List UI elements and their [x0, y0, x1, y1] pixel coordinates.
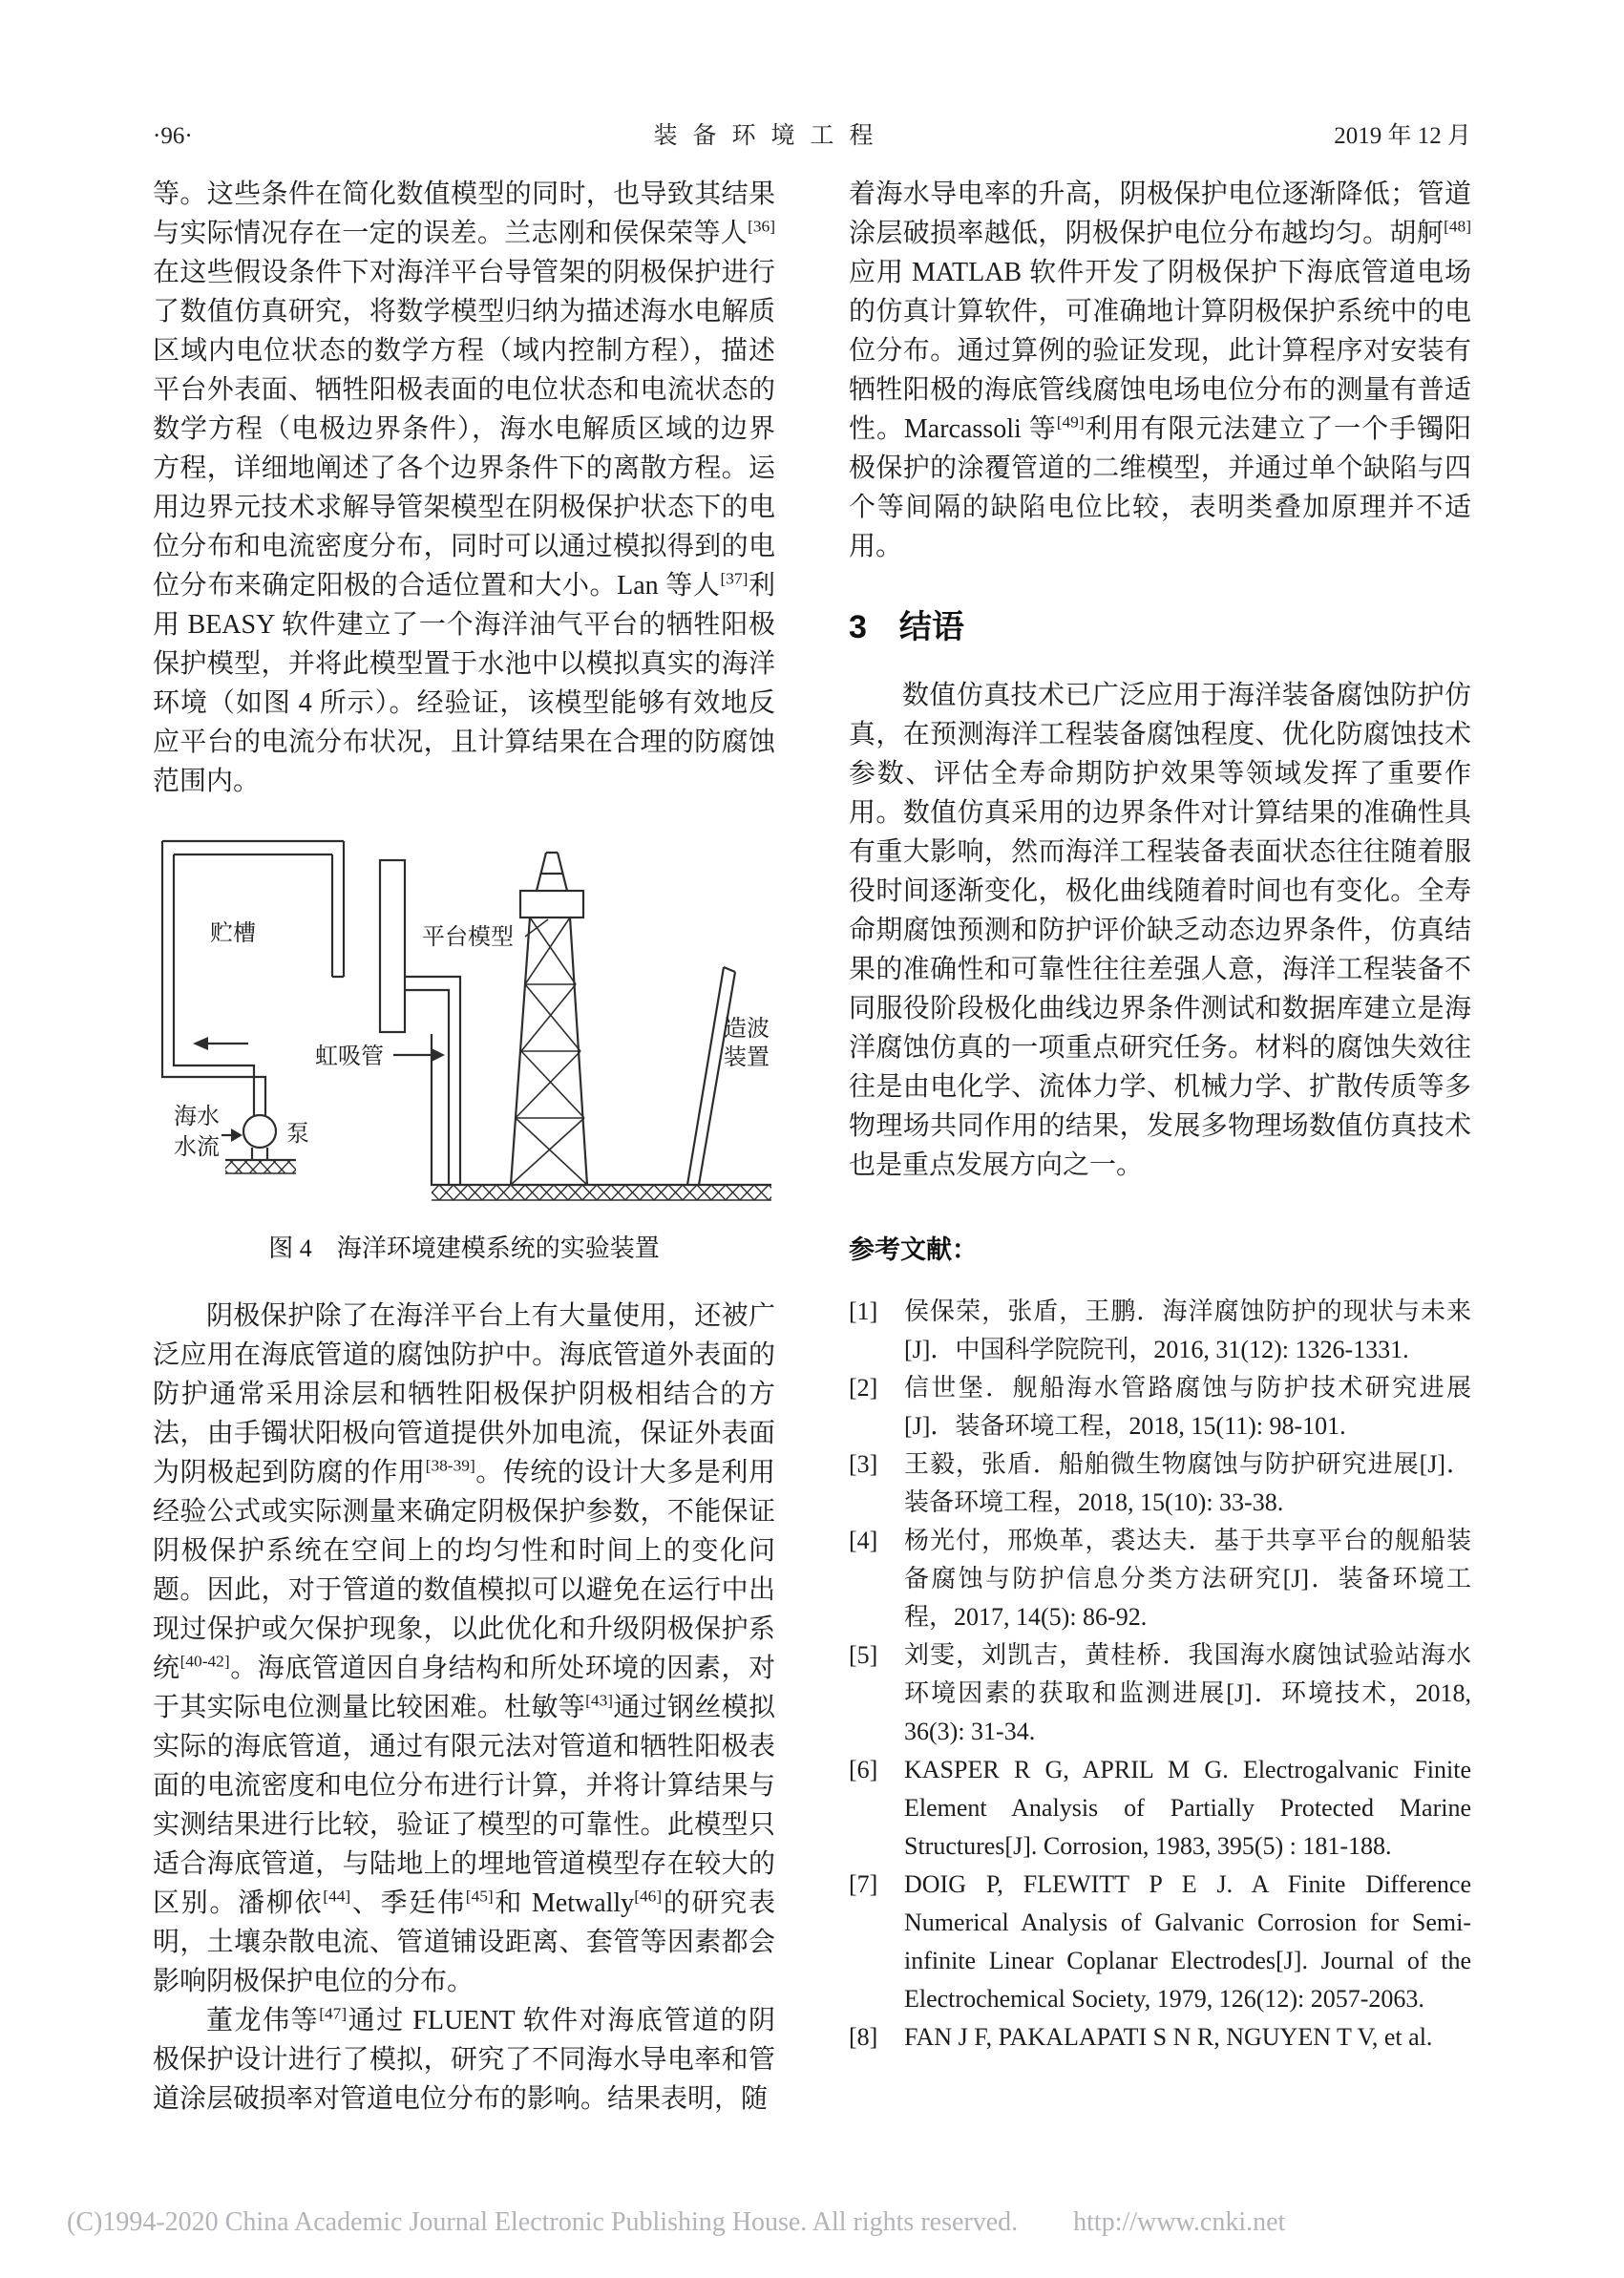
reference-number: [1] — [849, 1297, 878, 1325]
figure-4 — [153, 833, 775, 1268]
figure-caption: 图 4 海洋环境建模系统的实验装置 — [268, 1234, 660, 1262]
inflow-arrow — [221, 1128, 243, 1142]
reference-text: 侯保荣，张盾，王鹏．海洋腐蚀防护的现状与未来[J]．中国科学院院刊，2016, 31(12): 1326-1331. — [904, 1297, 1471, 1363]
reference-number: [3] — [849, 1449, 878, 1478]
pipe-loop — [162, 841, 344, 1116]
label-pump: 泵 — [286, 1122, 309, 1147]
paragraph: 数值仿真技术已广泛应用于海洋装备腐蚀防护仿真，在预测海洋工程装备腐蚀程度、优化防腐蚀技术参数、评估全寿命期防护效果等领域发挥了重要作用。数值仿真采用的边界条件对计算结果的准确性具有重大影响，然而海洋工程装备表面状态往往随着服役时间逐渐变化，极化曲线随着时间也有变化。全寿命期腐蚀预测和防护评价缺乏动态边界条件，仿真结果的准确性和可靠性往往差强人意，海洋工程装备不同服役阶段极化曲线边界条件测试和数据库建立是海洋腐蚀仿真的一项重点研究任务。材料的腐蚀失效往往是由电化学、流体力学、机械力学、扩散传质等多物理场共同作用的结果，发展多物理场数值仿真技术也是重点发展方向之一。 — [849, 680, 1471, 1180]
label-water-flow: 水流 — [174, 1135, 220, 1160]
reference-number: [7] — [849, 1869, 878, 1898]
reference-text: DOIG P, FLEWITT P E J. A Finite Difference Numerical Analysis of Galvanic Corrosion for Semi-infinite Linear Coplanar Electrodes[J]. Journal of the Electrochemical Society, 1979, 126(12): 2057-2063. — [904, 1869, 1471, 2013]
reference-text: FAN J F, PAKALAPATI S N R, NGUYEN T V, et al. — [904, 2022, 1433, 2051]
reference-number: [8] — [849, 2022, 878, 2051]
paragraph: 等。这些条件在简化数值模型的同时，也导致其结果与实际情况存在一定的误差。兰志刚和侯保荣等人[36]在这些假设条件下对海洋平台导管架的阴极保护进行了数值仿真研究，将数学模型归纳为描述海水电解质区域内电位状态的数学方程（域内控制方程），描述平台外表面、牺牲阳极表面的电位状态和电流状态的数学方程（电极边界条件），海水电解质区域的边界方程，详细地阐述了各个边界条件下的离散方程。运用边界元技术求解导管架模型在阴极保护状态下的电位分布和电流密度分布，同时可以通过模拟得到的电位分布来确定阳极的合适位置和大小。Lan 等人[37]利用 BEASY 软件建立了一个海洋油气平台的牺牲阳极保护模型，并将此模型置于水池中以模拟真实的海洋环境（如图 4 所示）。经验证，该模型能够有效地反应平台的电流分布状况，且计算结果在合理的防腐蚀范围内。 — [153, 179, 775, 796]
label-platform-model: 平台模型 — [422, 925, 514, 950]
body-columns — [153, 175, 1471, 2119]
reference-item — [849, 1369, 1471, 1445]
label-tank: 贮槽 — [210, 921, 256, 946]
wave-maker — [687, 967, 735, 1185]
left-column — [153, 175, 775, 2119]
paragraph: 阴极保护除了在海洋平台上有大量使用，还被广泛应用在海底管道的腐蚀防护中。海底管道外表面的防护通常采用涂层和牺牲阳极保护阴极相结合的方法，由手镯状阳极向管道提供外加电流，保证外表面为阴极起到防腐的作用[38-39]。传统的设计大多是利用经验公式或实际测量来确定阴极保护参数，不能保证阴极保护系统在空间上的均匀性和时间上的变化问题。因此，对于管道的数值模拟可以避免在运行中出现过保护或欠保护现象，以此优化和升级阴极保护系统[40-42]。海底管道因自身结构和所处环境的因素，对于其实际电位测量比较困难。杜敏等[43]通过钢丝模拟实际的海底管道，通过有限元法对管道和牺牲阳极表面的电流密度和电位分布进行计算，并将计算结果与实测结果进行比较，验证了模型的可靠性。此模型只适合海底管道，与陆地上的埋地管道模型存在较大的区别。潘柳依[44]、季廷伟[45]和 Metwally[46]的研究表明，土壤杂散电流、管道铺设距离、套管等因素都会影响阴极保护电位的分布。 — [153, 1301, 775, 1996]
reference-item — [849, 1445, 1471, 1522]
reference-item — [849, 1522, 1471, 1636]
reference-item — [849, 1293, 1471, 1369]
reference-item — [849, 1866, 1471, 2018]
paragraph: 着海水导电率的升高，阴极保护电位逐渐降低；管道涂层破损率越低，阴极保护电位分布越均匀。胡舸[48]应用 MATLAB 软件开发了阴极保护下海底管道电场的仿真计算软件，可准确地计算阴极保护系统中的电位分布。通过算例的验证发现，此计算程序对安装有牺牲阳极的海底管线腐蚀电场电位分布的测量有普适性。Marcassoli 等[49]利用有限元法建立了一个手镯阳极保护的涂覆管道的二维模型，并通过单个缺陷与四个等间隔的缺陷电位比较，表明类叠加原理并不适用。 — [849, 179, 1471, 561]
reference-text: 王毅，张盾．船舶微生物腐蚀与防护研究进展[J]．装备环境工程，2018, 15(10): 33-38. — [904, 1449, 1471, 1516]
experiment-diagram — [153, 833, 775, 1215]
label-wave-1: 造波 — [724, 1017, 770, 1042]
page-number: ·96· — [153, 123, 193, 149]
reference-item — [849, 1636, 1471, 1751]
cnki-url: http://www.cnki.net — [1073, 2207, 1286, 2237]
journal-title: 装备环境工程 — [653, 123, 889, 149]
storage-tank — [380, 860, 405, 1032]
label-siphon: 虹吸管 — [315, 1044, 384, 1069]
reference-number: [5] — [849, 1640, 878, 1669]
reference-number: [2] — [849, 1373, 878, 1402]
page-header — [153, 116, 1471, 151]
right-column — [849, 175, 1471, 2119]
reference-text: KASPER R G, APRIL M G. Electrogalvanic Finite Element Analysis of Partially Protected Marine Structures[J]. Corrosion, 1983, 395(5) : 181-188. — [904, 1755, 1471, 1860]
copyright-text: (C)1994-2020 China Academic Journal Electronic Publishing House. All rights reserved. — [67, 2207, 1019, 2237]
reference-text: 刘雯，刘凯吉，黄桂桥．我国海水腐蚀试验站海水环境因素的获取和监测进展[J]．环境技术，2018, 36(3): 31-34. — [904, 1640, 1471, 1745]
platform-truss — [511, 853, 587, 1185]
reference-item — [849, 2018, 1471, 2057]
references-list — [849, 1293, 1471, 2057]
label-seawater: 海水 — [174, 1105, 220, 1129]
pump — [225, 1115, 296, 1173]
reference-number: [6] — [849, 1755, 878, 1783]
reference-item — [849, 1751, 1471, 1866]
issue-date: 2019 年 12 月 — [1334, 123, 1471, 149]
references-heading: 参考文献： — [849, 1234, 978, 1264]
siphon-arrow-head — [432, 1048, 445, 1062]
label-wave-2: 装置 — [724, 1045, 770, 1070]
reference-text: 信世堡．舰船海水管路腐蚀与防护技术研究进展[J]．装备环境工程，2018, 15(11): 98-101. — [904, 1373, 1471, 1440]
reference-text: 杨光付，邢焕革，裘达夫．基于共享平台的舰船装备腐蚀与防护信息分类方法研究[J]．装备环境工程，2017, 14(5): 86-92. — [904, 1526, 1471, 1631]
flow-arrow-left — [193, 1037, 248, 1050]
section-heading-conclusion: 3 结语 — [849, 609, 964, 645]
paragraph: 董龙伟等[47]通过 FLUENT 软件对海底管道的阴极保护设计进行了模拟，研究了不同海水导电率和管道涂层破损率对管道电位分布的影响。结果表明，随 — [153, 2004, 775, 2114]
page-footer — [67, 2207, 1556, 2238]
reference-number: [4] — [849, 1526, 878, 1554]
